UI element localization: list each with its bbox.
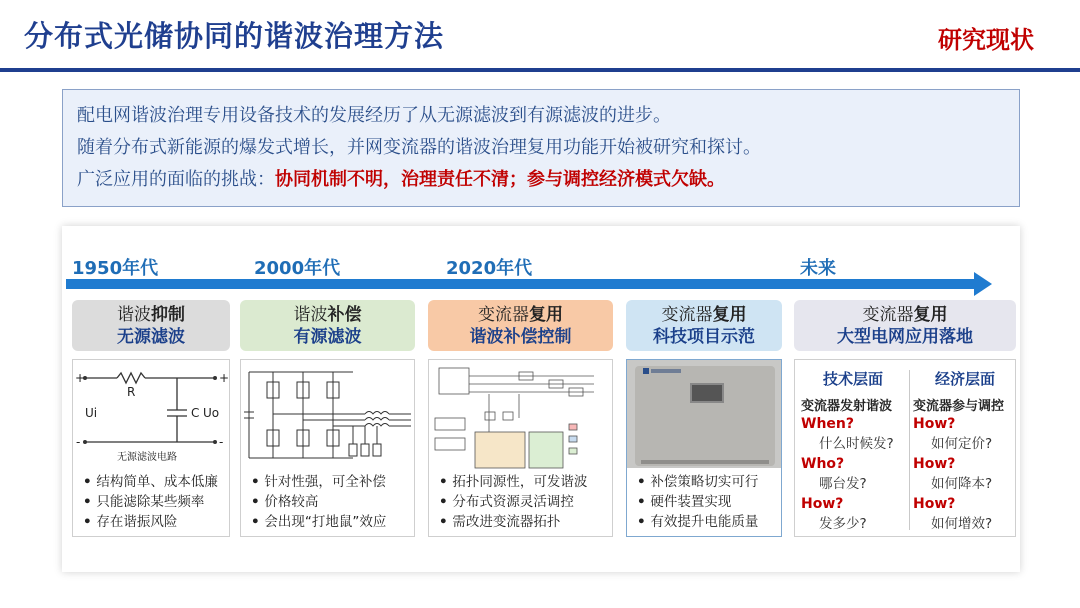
section-label: 研究现状 xyxy=(938,26,1034,54)
bullet-item: • 硬件装置实现 xyxy=(637,492,758,512)
bullet-item: • 只能滤除某些频率 xyxy=(83,492,218,512)
demo-device-bullets xyxy=(637,472,758,532)
card-active-filter xyxy=(240,359,415,537)
stage-label-b: 抑制 xyxy=(151,305,185,325)
circuit-caption: 无源滤波电路 xyxy=(117,452,177,463)
question-label: When? xyxy=(801,416,854,432)
timeline-arrow-line xyxy=(66,279,976,289)
converter-control-block-diagram xyxy=(429,362,612,470)
stage-subtitle: 谐波补偿控制 xyxy=(469,327,572,347)
stage-label-b: 补偿 xyxy=(327,305,362,325)
question-label: How? xyxy=(913,416,956,432)
bullet-item: • 结构简单、成本低廉 xyxy=(83,472,218,492)
challenge-prefix: 广泛应用的面临的挑战： xyxy=(77,169,275,190)
question-text: 如何降本? xyxy=(931,476,993,492)
intro-line-2: 随着分布式新能源的爆发式增长，并网变流器的谐波治理复用功能开始被研究和探讨。 xyxy=(77,137,761,158)
input-voltage-label: Ui xyxy=(85,406,98,420)
stage-label-a: 变流器 xyxy=(661,305,713,325)
stage-converter-reuse-grid xyxy=(794,300,1016,351)
stage-label-a: 变流器 xyxy=(862,305,914,325)
bullet-item: • 会出现“打地鼠”效应 xyxy=(251,512,386,532)
question-text: 哪台发? xyxy=(819,476,867,492)
card-future-outlook xyxy=(794,359,1016,537)
card-passive-filter xyxy=(72,359,230,537)
stage-label-a: 谐波 xyxy=(117,305,151,325)
bullet-item: • 拓扑同源性，可发谐波 xyxy=(439,472,587,492)
stage-label-a: 变流器 xyxy=(478,305,529,325)
era-1950s: 1950年代 xyxy=(72,258,159,279)
intro-box xyxy=(62,89,1020,207)
bullet-item: • 存在谐振风险 xyxy=(83,512,218,532)
question-text: 发多少? xyxy=(819,516,867,532)
question-label: How? xyxy=(801,496,844,512)
stage-label-a: 谐波 xyxy=(293,305,328,325)
stage-harmonic-suppression xyxy=(72,300,230,351)
tech-level-header: 技术层面 xyxy=(822,370,883,388)
tech-level-column xyxy=(801,368,905,534)
timeline-panel xyxy=(62,226,1020,572)
era-2000s: 2000年代 xyxy=(254,258,341,279)
question-text: 如何定价? xyxy=(931,436,993,452)
bullet-item: • 补偿策略切实可行 xyxy=(637,472,758,492)
active-filter-bullets xyxy=(251,472,386,532)
tech-level-subtitle: 变流器发射谐波 xyxy=(801,399,893,414)
question-text: 如何增效? xyxy=(931,516,993,532)
terminal-plus-left: + xyxy=(75,371,86,385)
era-2020s: 2020年代 xyxy=(446,258,533,279)
converter-device-photo xyxy=(627,360,781,468)
stage-subtitle: 有源滤波 xyxy=(293,327,362,347)
converter-control-bullets xyxy=(439,472,587,532)
econ-level-subtitle: 变流器参与调控 xyxy=(913,399,1005,414)
stage-label-b: 复用 xyxy=(913,305,948,325)
card-converter-control xyxy=(428,359,613,537)
bullet-item: • 有效提升电能质量 xyxy=(637,512,758,532)
stage-label-b: 复用 xyxy=(529,305,563,325)
active-filter-topology-diagram xyxy=(241,364,414,470)
capacitor-label: C xyxy=(191,406,200,420)
stage-label-b: 复用 xyxy=(712,305,747,325)
terminal-plus-right: + xyxy=(219,371,229,385)
bullet-item: • 价格较高 xyxy=(251,492,386,512)
resistor-label: R xyxy=(127,385,136,399)
question-label: How? xyxy=(913,456,956,472)
stage-subtitle: 大型电网应用落地 xyxy=(837,327,973,347)
passive-filter-circuit-diagram xyxy=(73,364,229,464)
passive-filter-bullets xyxy=(83,472,218,532)
econ-level-column xyxy=(913,368,1017,534)
question-text: 什么时候发? xyxy=(819,436,894,452)
bullet-item: • 分布式资源灵活调控 xyxy=(439,492,587,512)
question-label: Who? xyxy=(801,456,845,472)
timeline-arrow-head-icon xyxy=(974,272,992,296)
bullet-item: • 需改进变流器拓扑 xyxy=(439,512,587,532)
card-demo-device xyxy=(626,359,782,537)
intro-line-1: 配电网谐波治理专用设备技术的发展经历了从无源滤波到有源滤波的进步。 xyxy=(77,105,671,126)
page-title: 分布式光储协同的谐波治理方法 xyxy=(24,19,445,53)
title-divider xyxy=(0,68,1080,72)
terminal-minus-left: - xyxy=(76,435,81,449)
output-voltage-label: Uo xyxy=(203,406,220,420)
stage-converter-reuse-control xyxy=(428,300,613,351)
econ-level-header: 经济层面 xyxy=(934,370,995,388)
terminal-minus-right: - xyxy=(219,435,224,449)
intro-line-3 xyxy=(77,164,1005,196)
stage-subtitle: 科技项目示范 xyxy=(653,327,755,347)
column-divider xyxy=(909,370,910,530)
question-label: How? xyxy=(913,496,956,512)
bullet-item: • 针对性强，可全补偿 xyxy=(251,472,386,492)
era-future: 未来 xyxy=(800,258,836,279)
stage-subtitle: 无源滤波 xyxy=(117,327,185,347)
challenge-highlight: 协同机制不明，治理责任不清；参与调控经济模式欠缺。 xyxy=(275,169,725,190)
stage-harmonic-compensation xyxy=(240,300,415,351)
stage-converter-reuse-demo xyxy=(626,300,782,351)
